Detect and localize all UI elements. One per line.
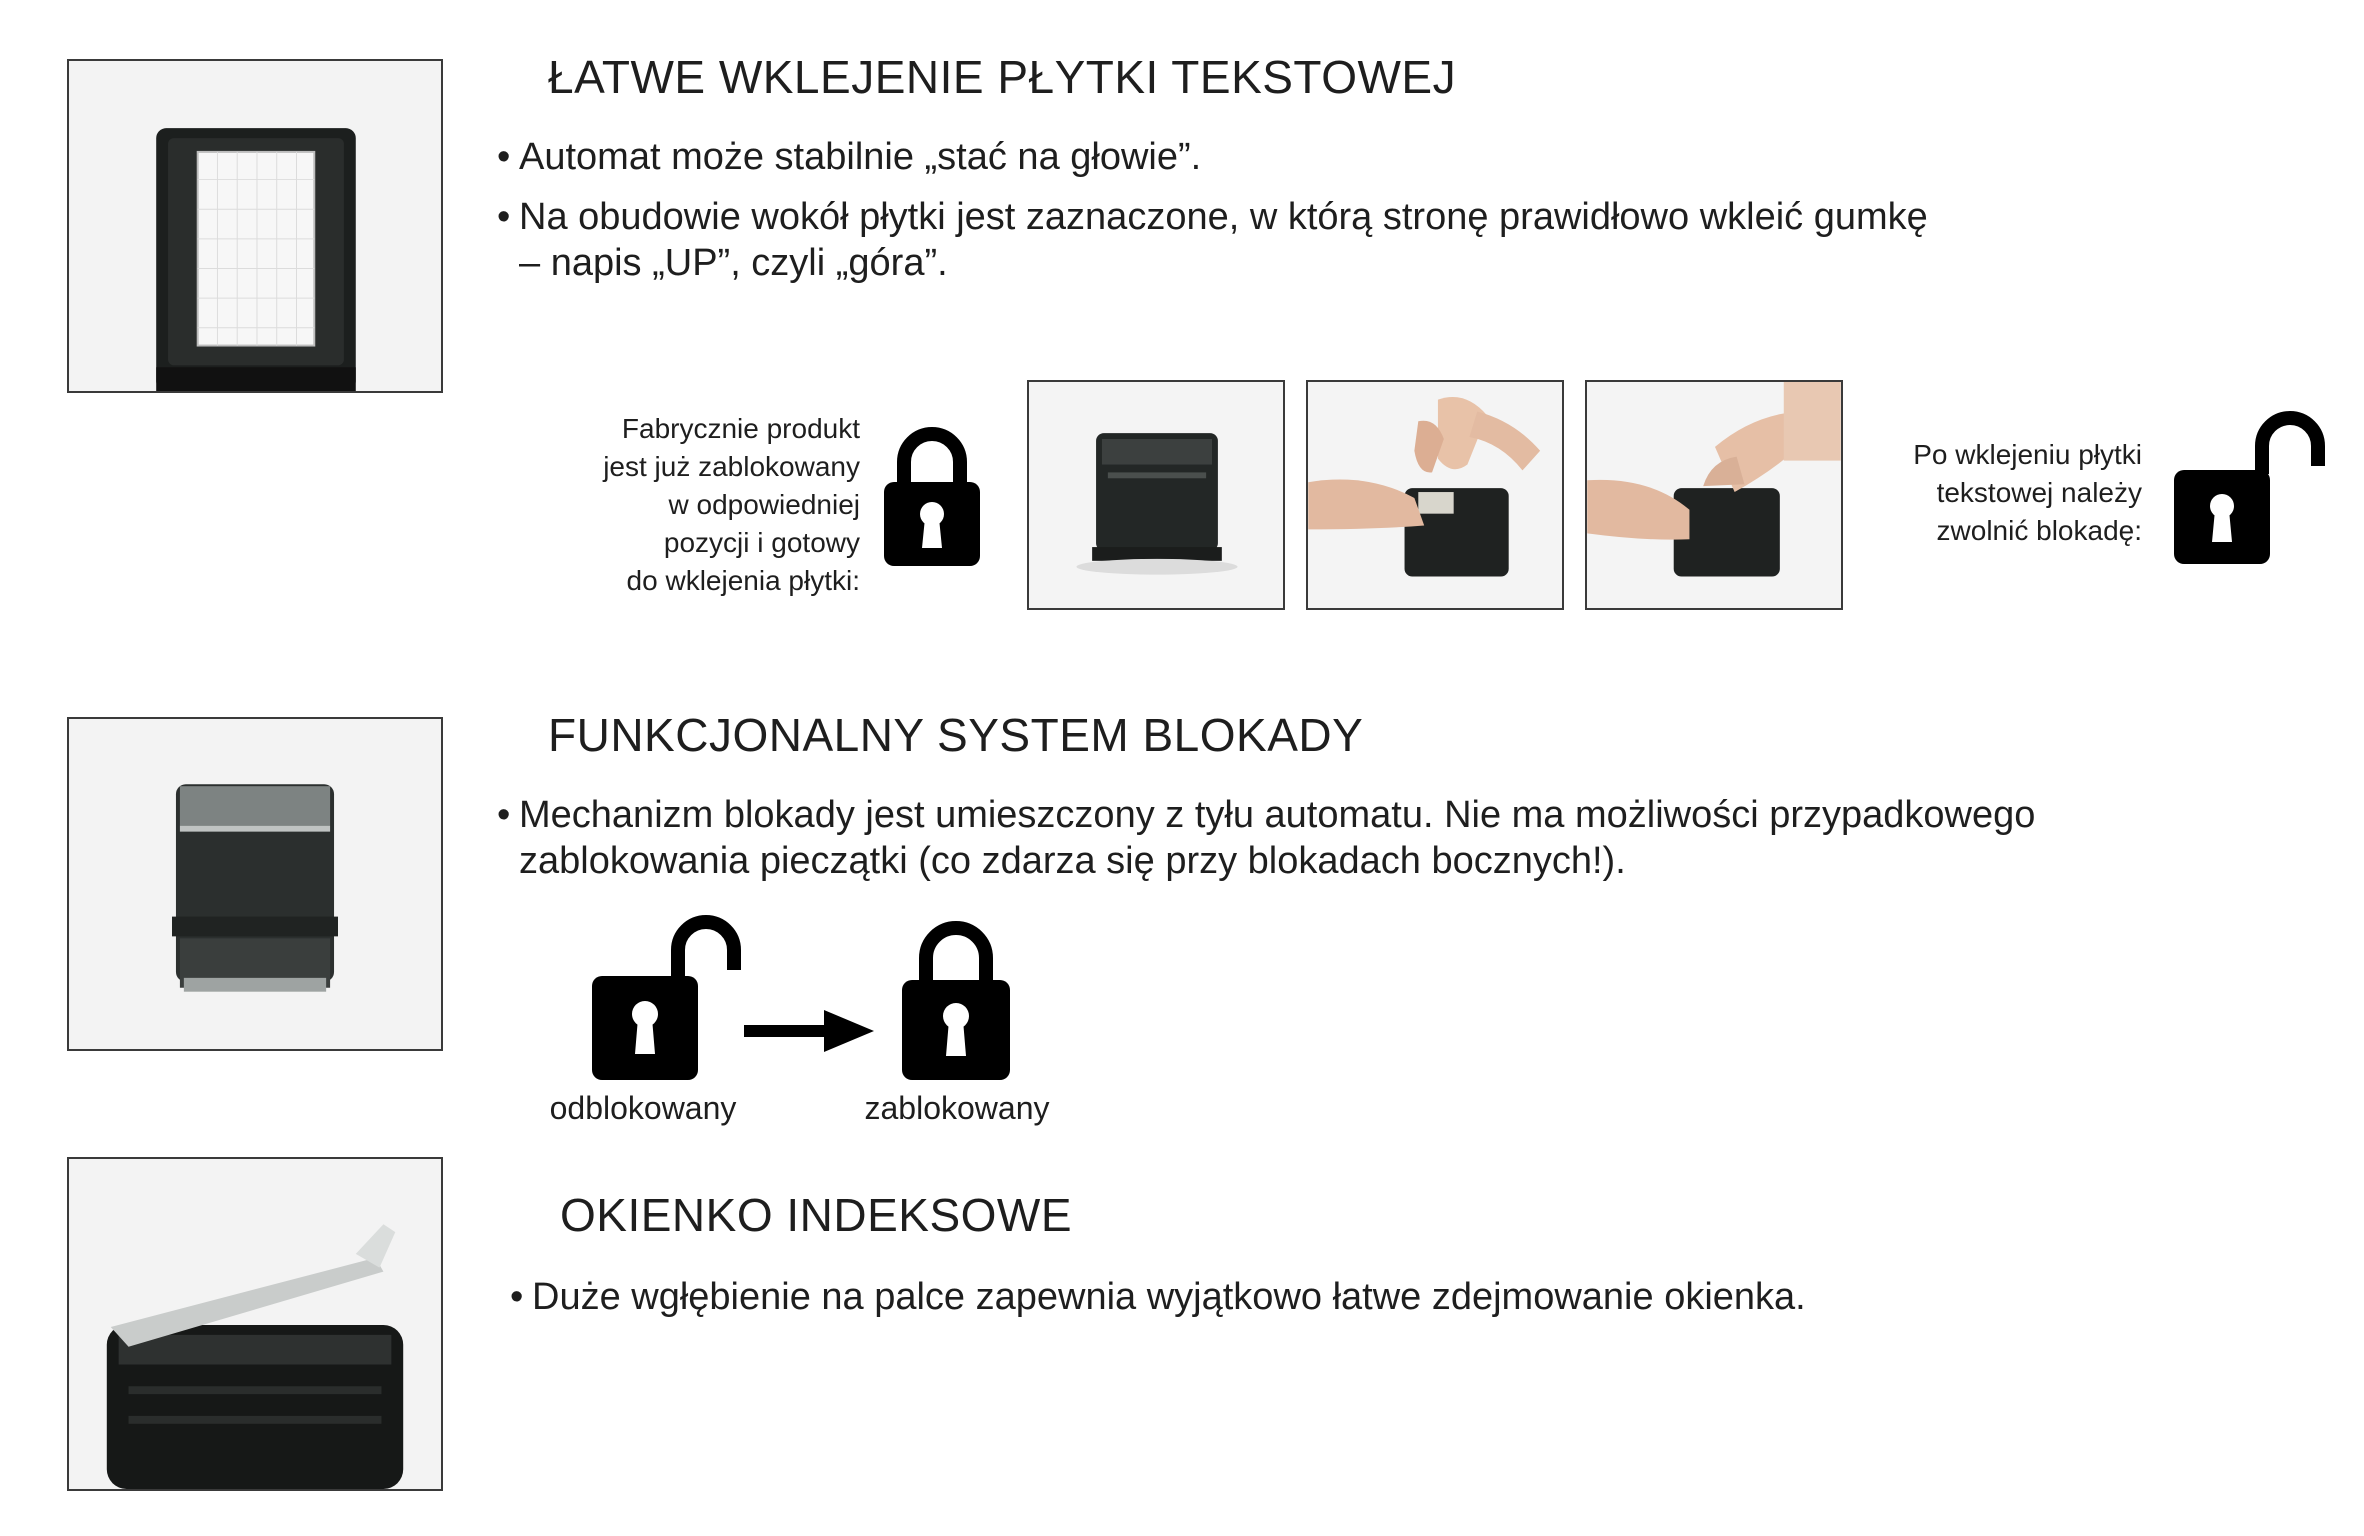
stamp-locked-photo xyxy=(1027,380,1285,610)
stamp-front-photo xyxy=(67,717,443,1051)
unlocked-label: odblokowany xyxy=(549,1090,737,1126)
index-window-photo xyxy=(67,1157,443,1491)
section3-bullet-1: • Duże wgłębienie na palce zapewnia wyjątkowo łatwe zdejmowanie okienka. xyxy=(510,1276,1806,1318)
bullet-dot: • xyxy=(497,196,511,238)
section2-bullet-1: • Mechanizm blokady jest umieszczony z tyłu automatu. Nie ma możliwości przypadkowego zablokowania pieczątki (co zdarza się przy blokadach bocznych!). xyxy=(497,794,2036,882)
arrow-right-icon xyxy=(744,1006,876,1056)
stamp-upside-down-photo xyxy=(67,59,443,393)
release-lock-note: Po wklejeniu płytki tekstowej należy zwolnić blokadę: xyxy=(1913,439,2142,546)
section1-bullet-1: • Automat może stabilnie „stać na głowie”. xyxy=(497,136,1202,178)
section2-title: FUNKCJONALNY SYSTEM BLOKADY xyxy=(548,709,1364,761)
section1-title: ŁATWE WKLEJENIE PŁYTKI TEKSTOWEJ xyxy=(548,51,1457,103)
padlock-unlocked-icon xyxy=(2172,410,2332,566)
locked-label: zablokowany xyxy=(864,1090,1050,1126)
padlock-unlocked-icon xyxy=(590,910,750,1082)
padlock-locked-icon xyxy=(900,912,1012,1082)
pressing-plate-photo xyxy=(1585,380,1843,610)
bullet-dot: • xyxy=(497,136,511,178)
bullet-dot: • xyxy=(497,794,511,836)
padlock-locked-icon xyxy=(882,418,982,568)
factory-locked-note: Fabrycznie produkt jest już zablokowany w odpowiedniej pozycji i gotowy do wklejenia płytki: xyxy=(603,413,860,596)
bullet-dot: • xyxy=(510,1276,524,1318)
section1-bullet-2: • Na obudowie wokół płytki jest zaznaczone, w którą stronę prawidłowo wkleić gumkę – napis „UP”, czyli „góra”. xyxy=(497,196,1928,284)
section3-title: OKIENKO INDEKSOWE xyxy=(560,1189,1073,1241)
inserting-plate-photo xyxy=(1306,380,1564,610)
